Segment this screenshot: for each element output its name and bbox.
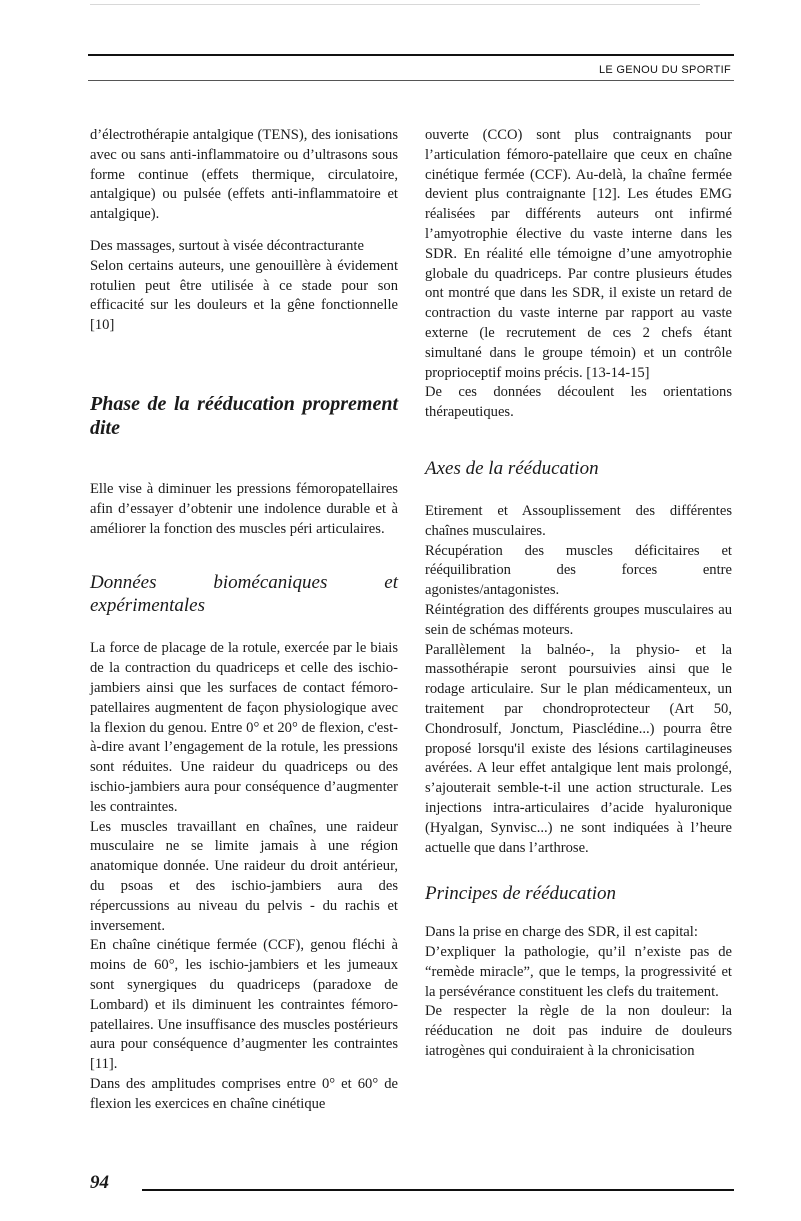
paragraph: Selon certains auteurs, une genouillère à évidement rotulien peut être utilisée à ce stade pour son efficacité sur les douleurs et la gêne fonctionnelle [10] bbox=[90, 257, 398, 334]
subsection-heading: Axes de la rééducation bbox=[425, 457, 599, 479]
paragraph: La force de placage de la rotule, exercée par le biais de la contraction du quadriceps et celle des ischio-jambiers ainsi que les surfaces de contact fémoro-patellaires augmentent de façon physiologique avec la flexion du genou. Entre 0° et 20° de flexion, c'est-à-dire avant l’engagement de la rotule, les pressions sont réduites. Une raideur du quadriceps ou des ischio-jambiers aura pour conséquence d’augmenter les contraintes. bbox=[90, 640, 398, 815]
paragraph: ouverte (CCO) sont plus contraignants pour l’articulation fémoro-patellaire que ceux en chaîne cinétique fermée (CCF). Au-delà, la chaîne fermée devient plus contraignante [12]. Les études EMG réalisées par différents auteurs ont infirmé l’amyotrophie élective du vaste interne dans les SDR. En réalité elle témoigne d’une amyotrophie globale du quadriceps. Par contre plusieurs études ont montré que dans les SDR, il existe un retard de contraction du vaste interne par rapport au vaste externe (le recrutement de ces 2 chefs étant simultané dans le groupe témoin) et un contrôle proprioceptif moins précis. [13-14-15] bbox=[425, 127, 732, 381]
footer-rule bbox=[142, 1189, 734, 1191]
paragraph: Etirement et Assouplissement des différentes chaînes musculaires. bbox=[425, 502, 732, 539]
page-number: 94 bbox=[90, 1172, 109, 1193]
paragraph: En chaîne cinétique fermée (CCF), genou fléchi à moins de 60°, les ischio-jambiers et les jumeaux sont synergiques du quadriceps (paradoxe de Lombard) et ils diminuent les contraintes fémoro-patellaires. Une insuffisance des muscles postérieurs aura pour conséquence d’augmenter les contraintes [11]. bbox=[90, 937, 398, 1073]
paragraph: Dans la prise en charge des SDR, il est capital: bbox=[425, 924, 698, 941]
paragraph: Récupération des muscles déficitaires et rééquilibration des forces entre agonistes/antagonistes. bbox=[425, 542, 732, 599]
paragraph: De respecter la règle de la non douleur: la rééducation ne doit pas induire de douleurs iatrogènes qui conduiraient à la chronicisation bbox=[425, 1003, 732, 1060]
paragraph: Des massages, surtout à visée décontracturante bbox=[90, 237, 364, 254]
header-underline bbox=[88, 80, 734, 81]
paragraph: De ces données découlent les orientations thérapeutiques. bbox=[425, 384, 732, 421]
subsection-heading: Données biomécaniques et expérimentales bbox=[90, 572, 398, 617]
left-column bbox=[90, 126, 398, 1114]
paragraph: Parallèlement la balnéo-, la physio- et la massothérapie seront poursuivies ainsi que le rodage articulaire. Sur le plan médicamenteux, un traitement par chondroprotecteur (Art 50, Chondrosulf, Jonctum, Piasclédine...) pourra être proposé lorsqu'il existe des lésions cartilagineuses avérées. A leur effet antalgique lent mais prolongé, s’ajouterait semble-t-il une action structurale. Les injections intra-articulaires d’acide hyaluronique (Hyalgan, Synvisc...) ne sont indiquées à l’heure actuelle que dans l’arthrose. bbox=[425, 641, 732, 856]
subsection-heading: Principes de rééducation bbox=[425, 883, 617, 905]
right-column bbox=[425, 126, 732, 1062]
running-header: LE GENOU DU SPORTIF bbox=[598, 64, 731, 76]
top-scan-line bbox=[90, 4, 700, 5]
section-heading: Phase de la rééducation proprement dite bbox=[90, 392, 398, 439]
header-rule bbox=[88, 54, 734, 56]
paragraph: Les muscles travaillant en chaînes, une raideur musculaire ne se limite jamais à une région anatomique donnée. Une raideur du droit antérieur, du psoas et des ischio-jambiers aura des répercussions au niveau du pelvis - du rachis et inversement. bbox=[90, 818, 398, 934]
paragraph: D’expliquer la pathologie, qu’il n’existe pas de “remède miracle”, que le temps, la progressivité et la persévérance constituent les clefs du traitement. bbox=[425, 944, 732, 1000]
paragraph: Dans des amplitudes comprises entre 0° et 60° de flexion les exercices en chaîne cinétique bbox=[90, 1075, 398, 1112]
paragraph: Elle vise à diminuer les pressions fémoropatellaires afin d’essayer d’obtenir une indolence durable et à améliorer la fonction des muscles péri articulaires. bbox=[90, 480, 398, 537]
paragraph: d’électrothérapie antalgique (TENS), des ionisations avec ou sans anti-inflammatoire ou d’ultrasons sous forme continue (effets thermique, circulatoire, antalgique) ou pulsée (effets anti-inflammatoire et antalgique). bbox=[90, 127, 398, 223]
paragraph: Réintégration des différents groupes musculaires au sein de schémas moteurs. bbox=[425, 601, 732, 638]
